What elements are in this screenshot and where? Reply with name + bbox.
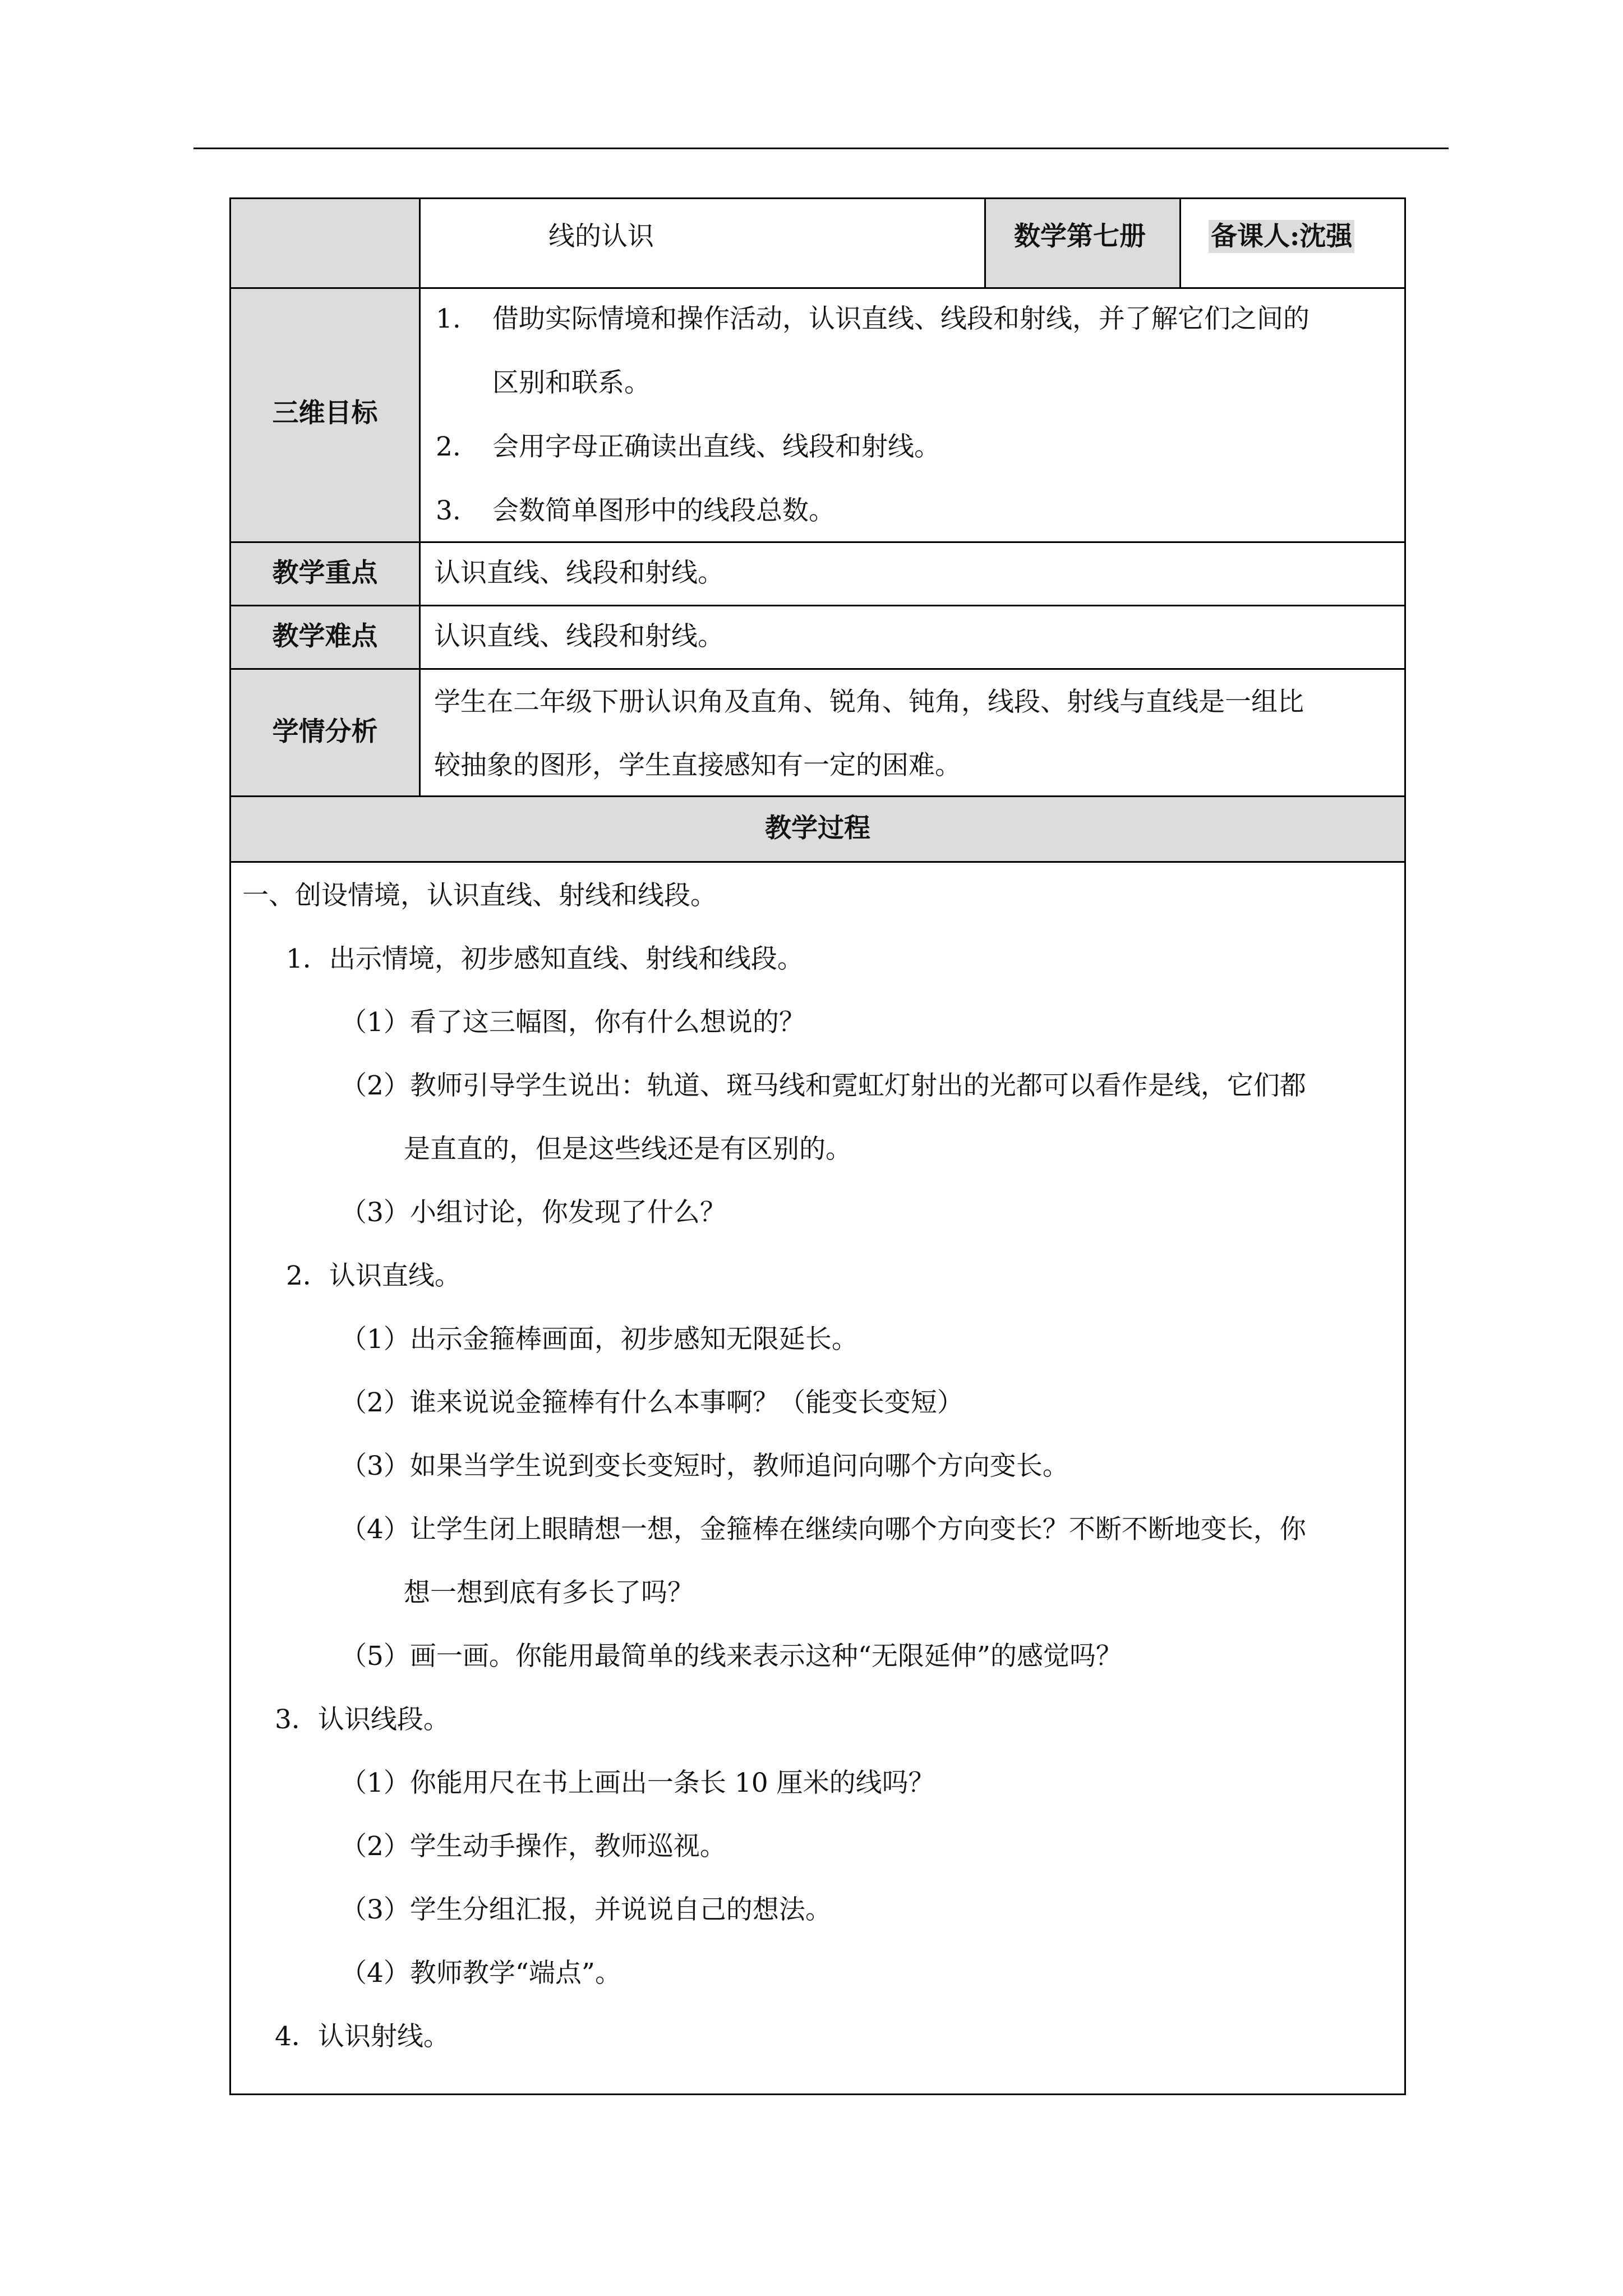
lesson-plan-table — [229, 197, 1406, 2095]
objective-text: 借助实际情境和操作活动，认识直线、线段和射线，并了解它们之间的 — [492, 303, 1310, 334]
column-divider — [1179, 199, 1181, 287]
row-divider — [231, 668, 1404, 670]
header-label-cell — [231, 199, 419, 287]
difficulties-label: 教学难点 — [272, 621, 378, 652]
process-line: 想一想到底有多长了吗？ — [404, 1577, 694, 1608]
page-header-rule — [193, 148, 1449, 149]
process-line: 4．认识射线。 — [275, 2021, 450, 2052]
process-line: 一、创设情境，认识直线、射线和线段。 — [242, 880, 717, 911]
author-label — [1209, 223, 1354, 250]
author-text: 备课人:沈强 — [1209, 220, 1354, 253]
difficulties-text: 认识直线、线段和射线。 — [434, 621, 724, 652]
objective-number: 3. — [436, 495, 461, 526]
objectives-label: 三维目标 — [272, 398, 378, 429]
row-divider — [231, 287, 1404, 289]
process-line: 2．认识直线。 — [286, 1260, 461, 1291]
row-divider — [231, 541, 1404, 543]
process-line: （5）画一画。你能用最简单的线来表示这种“无限延伸”的感觉吗？ — [340, 1641, 1122, 1672]
process-line: （1）看了这三幅图，你有什么想说的？ — [340, 1007, 805, 1038]
analysis-label: 学情分析 — [272, 716, 378, 747]
process-line: （1）你能用尺在书上画出一条长 10 厘米的线吗？ — [340, 1768, 935, 1798]
process-line: （4）让学生闭上眼睛想一想，金箍棒在继续向哪个方向变长？不断不断地变长，你 — [340, 1514, 1306, 1545]
key-points-label: 教学重点 — [272, 558, 378, 588]
process-line: 1．出示情境，初步感知直线、射线和线段。 — [286, 944, 804, 974]
analysis-text: 学生在二年级下册认识角及直角、锐角、钝角，线段、射线与直线是一组比 — [434, 687, 1304, 717]
row-divider — [231, 861, 1404, 863]
row-divider — [231, 795, 1404, 797]
process-line: （3）小组讨论，你发现了什么？ — [340, 1197, 726, 1228]
process-line: （1）出示金箍棒画面，初步感知无限延长。 — [340, 1324, 858, 1355]
book-label: 数学第七册 — [1014, 221, 1146, 252]
objective-number: 2. — [436, 431, 461, 462]
analysis-text: 较抽象的图形，学生直接感知有一定的困难。 — [434, 750, 961, 781]
process-label: 教学过程 — [765, 813, 870, 844]
objective-text: 会数简单图形中的线段总数。 — [492, 495, 835, 526]
process-line: （2）教师引导学生说出：轨道、斑马线和霓虹灯射出的光都可以看作是线，它们都 — [340, 1070, 1306, 1101]
column-divider — [419, 199, 421, 795]
objective-number: 1. — [436, 303, 461, 334]
objective-text: 会用字母正确读出直线、线段和射线。 — [492, 431, 940, 462]
process-line: （2）学生动手操作，教师巡视。 — [340, 1831, 726, 1862]
column-divider — [984, 199, 986, 287]
process-line: （2）谁来说说金箍棒有什么本事啊？（能变长变短） — [340, 1387, 963, 1418]
process-line: 是直直的，但是这些线还是有区别的。 — [404, 1134, 852, 1165]
key-points-text: 认识直线、线段和射线。 — [434, 558, 724, 588]
lesson-title: 线的认识 — [548, 221, 654, 252]
process-line: （4）教师教学“端点”。 — [340, 1958, 621, 1989]
objective-text: 区别和联系。 — [492, 367, 651, 398]
process-line: （3）学生分组汇报，并说说自己的想法。 — [340, 1894, 832, 1925]
process-line: （3）如果当学生说到变长变短时，教师追问向哪个方向变长。 — [340, 1451, 1069, 1481]
process-line: 3．认识线段。 — [275, 1704, 450, 1735]
row-divider — [231, 605, 1404, 606]
